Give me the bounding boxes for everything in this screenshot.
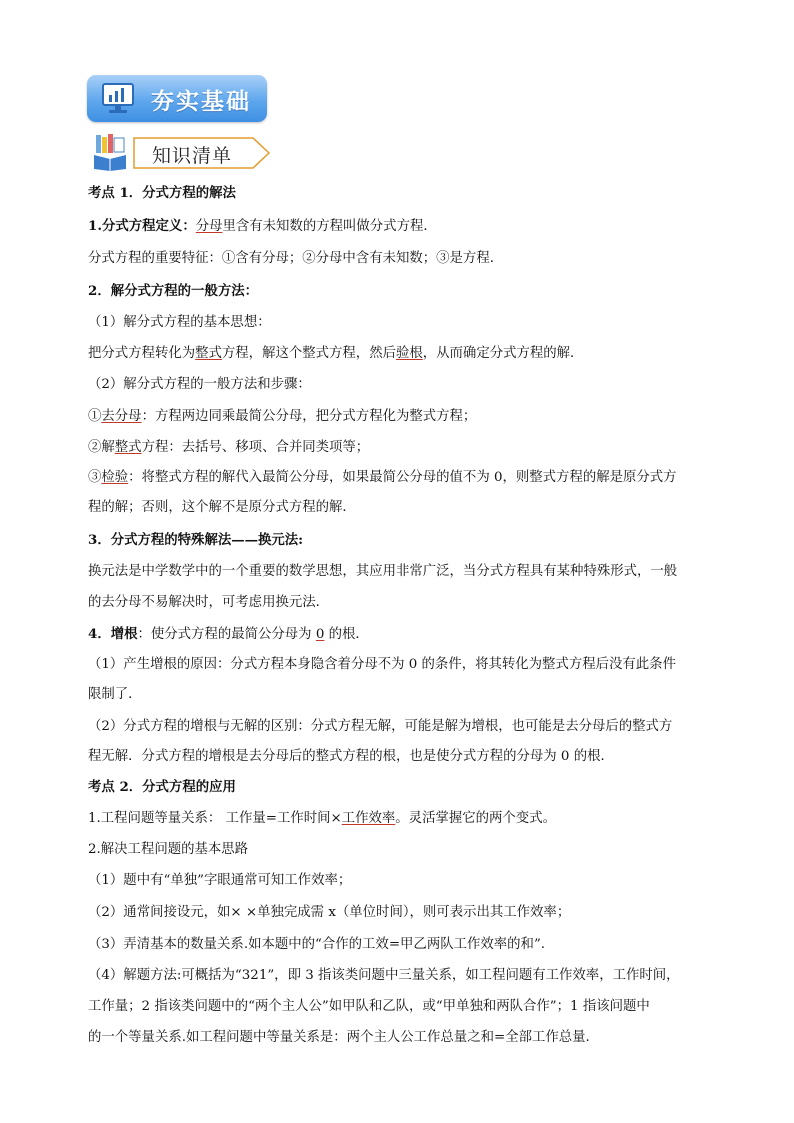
- text-line: （2）通常间接设元，如× ×单独完成需 x（单位时间），则可表示出其工作效率；: [88, 905, 571, 920]
- text-line: 分式方程的重要特征：①含有分母；②分母中含有未知数；③是方程．: [88, 251, 504, 266]
- text-line: 限制了．: [88, 687, 142, 702]
- books-icon: [92, 133, 128, 171]
- text-line: ②解整式方程：去括号、移项、合并同类项等；: [88, 440, 370, 455]
- text-line: （2）解分式方程的一般方法和步骤：: [88, 377, 311, 392]
- text-line: 程的解；否则，这个解不是原分式方程的解．: [88, 500, 356, 515]
- text-line: （1）题中有“单独”字眼通常可知工作效率；: [88, 873, 352, 888]
- text-line: （2）分式方程的增根与无解的区别：分式方程无解，可能是解为增根，也可能是去分母后的整式方: [88, 719, 673, 734]
- text-line: 把分式方程转化为整式方程，解这个整式方程，然后验根，从而确定分式方程的解．: [88, 346, 584, 361]
- kp1-heading: 考点 1．分式方程的解法: [88, 185, 236, 201]
- text-line: 程无解．分式方程的增根是去分母后的整式方程的根，也是使分式方程的分母为 0 的根．: [88, 749, 614, 764]
- section-heading: 3．分式方程的特殊解法——换元法:: [88, 532, 304, 548]
- text-line: ③检验：将整式方程的解代入最简公分母，如果最简公分母的值不为 0，则整式方程的解是原分式方: [88, 470, 677, 485]
- text-line: （1）产生增根的原因：分式方程本身隐含着分母不为 0 的条件，将其转化为整式方程后没有此条件: [88, 657, 676, 672]
- banner-title: 夯实基础: [151, 89, 251, 115]
- kp2-heading: 考点 2．分式方程的应用: [88, 779, 236, 795]
- text-line: （1）解分式方程的基本思想：: [88, 315, 271, 330]
- text-line: 2.解决工程问题的基本思路: [88, 842, 249, 857]
- section-banner: [87, 75, 267, 122]
- text-line: （3）弄清基本的数量关系.如本题中的“合作的工效=甲乙两队工作效率的和”.: [88, 937, 546, 952]
- text-line: 的去分母不易解决时，可考虑用换元法．: [88, 595, 330, 610]
- text-line: 4．增根：使分式方程的最简公分母为 0 的根．: [88, 626, 369, 642]
- text-line: 工作量；2 指该类问题中的“两个主人公”如甲队和乙队，或“甲单独和两队合作”；1 指该问题中: [88, 999, 650, 1014]
- monitor-chart-icon: [101, 82, 135, 115]
- text-line: 1.分式方程定义：分母里含有未知数的方程叫做分式方程．: [88, 218, 437, 234]
- subheader-label: 知识清单: [152, 145, 233, 167]
- section-heading: 2．解分式方程的一般方法：: [88, 283, 259, 299]
- text-line: 的一个等量关系.如工程问题中等量关系是：两个主人公工作总量之和=全部工作总量.: [88, 1030, 590, 1045]
- text-line: （4）解题方法:可概括为“321”，即 3 指该类问题中三量关系，如工程问题有工作效率，工作时间，: [88, 968, 680, 983]
- text-line: ①去分母：方程两边同乘最简公分母，把分式方程化为整式方程；: [88, 409, 477, 424]
- text-line: 换元法是中学数学中的一个重要的数学思想，其应用非常广泛，当分式方程具有某种特殊形式，一般: [88, 564, 678, 579]
- text-line: 1.工程问题等量关系： 工作量=工作时间×工作效率。灵活掌握它的两个变式。: [88, 811, 556, 826]
